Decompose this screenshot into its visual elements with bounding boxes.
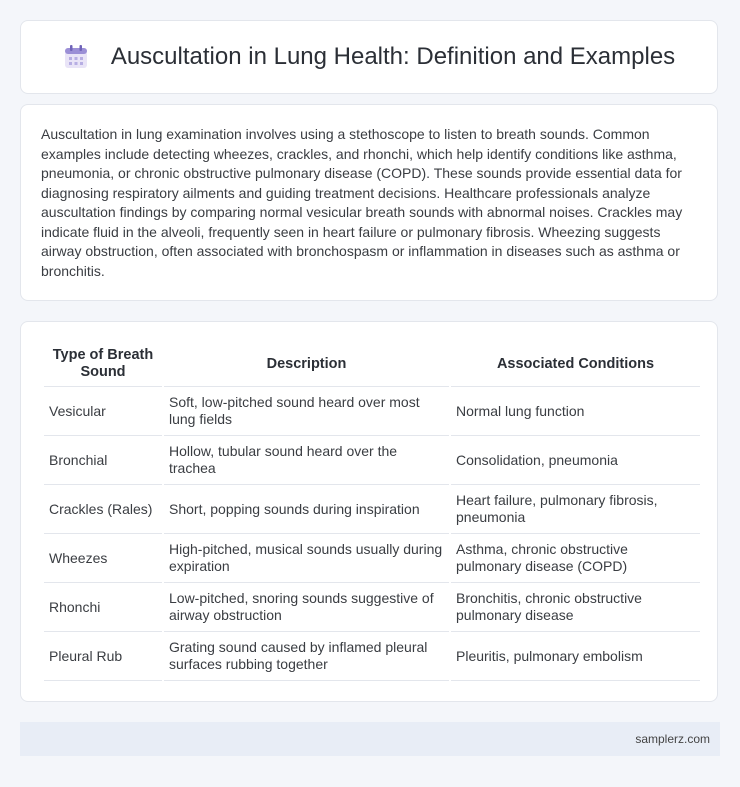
cell-type: Rhonchi	[44, 583, 162, 632]
cell-conditions: Bronchitis, chronic obstructive pulmonary disease	[451, 583, 700, 632]
title-text: Auscultation in Lung Health: Definition and Examples	[110, 43, 676, 70]
cell-type: Wheezes	[44, 534, 162, 583]
table-row	[44, 534, 700, 583]
title-card	[20, 20, 718, 94]
cell-description: High-pitched, musical sounds usually during expiration	[164, 534, 449, 583]
calendar-icon	[63, 44, 89, 70]
cell-type: Pleural Rub	[44, 632, 162, 681]
intro-paragraph: Auscultation in lung examination involves using a stethoscope to listen to breath sounds. Common examples include detecting wheezes, crackles, and rhonchi, which help identify conditions like asthma, pneumonia, or chronic obstructive pulmonary disease (COPD). These sounds provide essential data for diagnosing respiratory ailments and guiding treatment decisions. Healthcare professionals analyze auscultation findings by comparing normal vesicular breath sounds with abnormal noises. Crackles may indicate fluid in the alveoli, frequently seen in heart failure or pulmonary fibrosis. Wheezing suggests airway obstruction, often associated with bronchospasm or inflammation in diseases such as asthma or bronchitis.	[41, 126, 683, 279]
cell-type: Crackles (Rales)	[44, 485, 162, 534]
table-row	[44, 485, 700, 534]
footer-site-link[interactable]: samplerz.com	[635, 732, 710, 746]
cell-description: Grating sound caused by inflamed pleural surfaces rubbing together	[164, 632, 449, 681]
cell-description: Soft, low-pitched sound heard over most lung fields	[164, 387, 449, 436]
page-title	[63, 43, 675, 71]
table-row	[44, 583, 700, 632]
footer	[20, 722, 720, 756]
cell-type: Bronchial	[44, 436, 162, 485]
header-description: Description	[164, 342, 449, 387]
header-conditions: Associated Conditions	[451, 342, 700, 387]
cell-conditions: Asthma, chronic obstructive pulmonary disease (COPD)	[451, 534, 700, 583]
cell-conditions: Heart failure, pulmonary fibrosis, pneumonia	[451, 485, 700, 534]
cell-description: Short, popping sounds during inspiration	[164, 485, 449, 534]
cell-conditions: Pleuritis, pulmonary embolism	[451, 632, 700, 681]
table-row	[44, 632, 700, 681]
intro-card	[20, 104, 718, 301]
cell-type: Vesicular	[44, 387, 162, 436]
cell-description: Hollow, tubular sound heard over the trachea	[164, 436, 449, 485]
cell-description: Low-pitched, snoring sounds suggestive of airway obstruction	[164, 583, 449, 632]
table-header-row	[44, 342, 700, 387]
table-row	[44, 387, 700, 436]
header-type: Type of Breath Sound	[44, 342, 162, 387]
cell-conditions: Normal lung function	[451, 387, 700, 436]
table-card	[20, 321, 718, 702]
breath-sounds-table	[42, 342, 702, 681]
cell-conditions: Consolidation, pneumonia	[451, 436, 700, 485]
table-row	[44, 436, 700, 485]
